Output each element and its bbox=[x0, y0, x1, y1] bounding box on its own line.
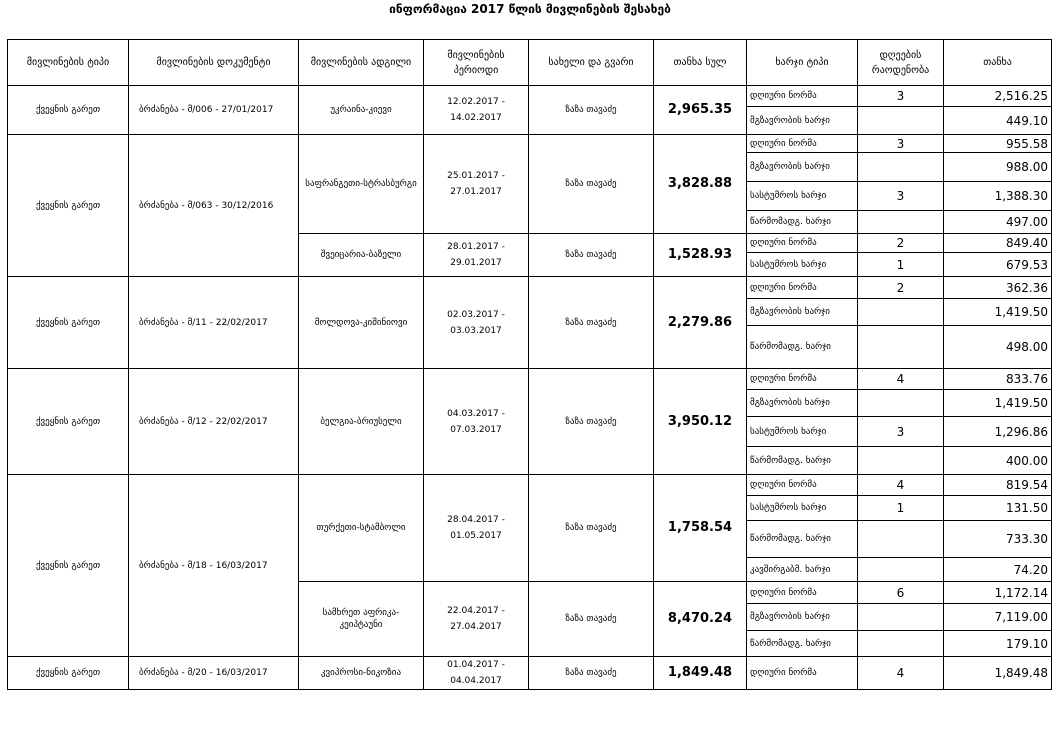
amount-cell: 733.30 bbox=[944, 521, 1052, 558]
document-cell: ბრძანება - მ/20 - 16/03/2017 bbox=[129, 657, 299, 690]
name-cell: ზაზა თავაძე bbox=[529, 582, 654, 657]
place-cell: მოლდოვა-კიშინიოვი bbox=[299, 277, 424, 369]
table-row bbox=[8, 135, 1052, 153]
name-cell: ზაზა თავაძე bbox=[529, 86, 654, 135]
header-document: მივლინების დოკუმენტი bbox=[129, 40, 299, 86]
days-cell bbox=[858, 631, 944, 657]
place-cell: საფრანგეთი-სტრასბურგი bbox=[299, 135, 424, 234]
days-cell bbox=[858, 211, 944, 234]
expense-type-cell: სასტუმროს ხარჯი bbox=[747, 496, 858, 521]
period-cell: 02.03.2017 - 03.03.2017 bbox=[424, 277, 529, 369]
period-cell: 04.03.2017 - 07.03.2017 bbox=[424, 369, 529, 475]
name-cell: ზაზა თავაძე bbox=[529, 369, 654, 475]
days-cell bbox=[858, 299, 944, 326]
expense-type-cell: სასტუმროს ხარჯი bbox=[747, 253, 858, 277]
name-cell: ზაზა თავაძე bbox=[529, 475, 654, 582]
days-cell bbox=[858, 390, 944, 417]
trip-type-cell: ქვეყნის გარეთ bbox=[8, 475, 129, 657]
period-cell: 28.04.2017 - 01.05.2017 bbox=[424, 475, 529, 582]
amount-cell: 497.00 bbox=[944, 211, 1052, 234]
expense-type-cell: წარმომადგ. ხარჯი bbox=[747, 631, 858, 657]
days-cell bbox=[858, 521, 944, 558]
amount-cell: 1,419.50 bbox=[944, 390, 1052, 417]
place-cell: კვიპროსი-ნიკოზია bbox=[299, 657, 424, 690]
period-cell: 25.01.2017 - 27.01.2017 bbox=[424, 135, 529, 234]
period-cell: 01.04.2017 - 04.04.2017 bbox=[424, 657, 529, 690]
amount-cell: 449.10 bbox=[944, 107, 1052, 135]
period-cell: 28.01.2017 - 29.01.2017 bbox=[424, 234, 529, 277]
table-row bbox=[8, 369, 1052, 390]
table-body bbox=[8, 86, 1052, 690]
total-cell: 8,470.24 bbox=[654, 582, 747, 657]
expense-type-cell: წარმომადგ. ხარჯი bbox=[747, 521, 858, 558]
trip-type-cell: ქვეყნის გარეთ bbox=[8, 657, 129, 690]
table-row bbox=[8, 86, 1052, 107]
expense-type-cell: დღიური ნორმა bbox=[747, 582, 858, 604]
document-cell: ბრძანება - მ/18 - 16/03/2017 bbox=[129, 475, 299, 657]
place-cell: სამხრეთ აფრიკა-კეიპტაუნი bbox=[299, 582, 424, 657]
expense-type-cell: დღიური ნორმა bbox=[747, 135, 858, 153]
amount-cell: 1,388.30 bbox=[944, 182, 1052, 211]
days-cell bbox=[858, 447, 944, 475]
amount-cell: 131.50 bbox=[944, 496, 1052, 521]
amount-cell: 1,296.86 bbox=[944, 417, 1052, 447]
days-cell: 3 bbox=[858, 182, 944, 211]
expense-type-cell: წარმომადგ. ხარჯი bbox=[747, 447, 858, 475]
days-cell: 2 bbox=[858, 277, 944, 299]
total-cell: 2,965.35 bbox=[654, 86, 747, 135]
expense-type-cell: მგზავრობის ხარჯი bbox=[747, 107, 858, 135]
amount-cell: 833.76 bbox=[944, 369, 1052, 390]
amount-cell: 400.00 bbox=[944, 447, 1052, 475]
days-cell: 3 bbox=[858, 417, 944, 447]
total-cell: 1,849.48 bbox=[654, 657, 747, 690]
document-cell: ბრძანება - მ/11 - 22/02/2017 bbox=[129, 277, 299, 369]
trip-type-cell: ქვეყნის გარეთ bbox=[8, 277, 129, 369]
place-cell: უკრაინა-კიევი bbox=[299, 86, 424, 135]
total-cell: 3,828.88 bbox=[654, 135, 747, 234]
document-cell: ბრძანება - მ/006 - 27/01/2017 bbox=[129, 86, 299, 135]
name-cell: ზაზა თავაძე bbox=[529, 135, 654, 234]
days-cell: 4 bbox=[858, 369, 944, 390]
expense-type-cell: მგზავრობის ხარჯი bbox=[747, 153, 858, 182]
expense-type-cell: დღიური ნორმა bbox=[747, 369, 858, 390]
header-trip-type: მივლინების ტიპი bbox=[8, 40, 129, 86]
trip-type-cell: ქვეყნის გარეთ bbox=[8, 369, 129, 475]
business-trips-table bbox=[7, 39, 1052, 690]
expense-type-cell: მგზავრობის ხარჯი bbox=[747, 390, 858, 417]
days-cell bbox=[858, 326, 944, 369]
days-cell: 1 bbox=[858, 253, 944, 277]
header-name: სახელი და გვარი bbox=[529, 40, 654, 86]
amount-cell: 819.54 bbox=[944, 475, 1052, 496]
table-row bbox=[8, 657, 1052, 690]
amount-cell: 179.10 bbox=[944, 631, 1052, 657]
amount-cell: 988.00 bbox=[944, 153, 1052, 182]
trip-type-cell: ქვეყნის გარეთ bbox=[8, 135, 129, 277]
total-cell: 2,279.86 bbox=[654, 277, 747, 369]
header-place: მივლინების ადგილი bbox=[299, 40, 424, 86]
name-cell: ზაზა თავაძე bbox=[529, 657, 654, 690]
days-cell: 3 bbox=[858, 135, 944, 153]
expense-type-cell: დღიური ნორმა bbox=[747, 475, 858, 496]
total-cell: 1,758.54 bbox=[654, 475, 747, 582]
expense-type-cell: სასტუმროს ხარჯი bbox=[747, 417, 858, 447]
amount-cell: 362.36 bbox=[944, 277, 1052, 299]
amount-cell: 955.58 bbox=[944, 135, 1052, 153]
name-cell: ზაზა თავაძე bbox=[529, 234, 654, 277]
days-cell: 2 bbox=[858, 234, 944, 253]
amount-cell: 498.00 bbox=[944, 326, 1052, 369]
amount-cell: 7,119.00 bbox=[944, 604, 1052, 631]
expense-type-cell: დღიური ნორმა bbox=[747, 277, 858, 299]
days-cell bbox=[858, 604, 944, 631]
days-cell bbox=[858, 107, 944, 135]
document-cell: ბრძანება - მ/12 - 22/02/2017 bbox=[129, 369, 299, 475]
expense-type-cell: მგზავრობის ხარჯი bbox=[747, 299, 858, 326]
amount-cell: 2,516.25 bbox=[944, 86, 1052, 107]
place-cell: თურქეთი-სტამბოლი bbox=[299, 475, 424, 582]
place-cell: შვეიცარია-ბაზელი bbox=[299, 234, 424, 277]
page-title: ინფორმაცია 2017 წლის მივლინების შესახებ bbox=[389, 2, 671, 16]
header-period: მივლინების პერიოდი bbox=[424, 40, 529, 86]
header-total: თანხა სულ bbox=[654, 40, 747, 86]
expense-type-cell: წარმომადგ. ხარჯი bbox=[747, 211, 858, 234]
days-cell: 4 bbox=[858, 475, 944, 496]
header-expense-type: ხარჯი ტიპი bbox=[747, 40, 858, 86]
period-cell: 22.04.2017 - 27.04.2017 bbox=[424, 582, 529, 657]
total-cell: 1,528.93 bbox=[654, 234, 747, 277]
days-cell: 4 bbox=[858, 657, 944, 690]
expense-type-cell: დღიური ნორმა bbox=[747, 86, 858, 107]
header-row bbox=[8, 40, 1052, 86]
expense-type-cell: წარმომადგ. ხარჯი bbox=[747, 326, 858, 369]
amount-cell: 679.53 bbox=[944, 253, 1052, 277]
days-cell bbox=[858, 153, 944, 182]
expense-type-cell: დღიური ნორმა bbox=[747, 234, 858, 253]
table-row bbox=[8, 277, 1052, 299]
amount-cell: 74.20 bbox=[944, 558, 1052, 582]
document-cell: ბრძანება - მ/063 - 30/12/2016 bbox=[129, 135, 299, 277]
amount-cell: 1,849.48 bbox=[944, 657, 1052, 690]
period-cell: 12.02.2017 - 14.02.2017 bbox=[424, 86, 529, 135]
place-cell: ბელგია-ბრიუსელი bbox=[299, 369, 424, 475]
days-cell: 3 bbox=[858, 86, 944, 107]
amount-cell: 1,419.50 bbox=[944, 299, 1052, 326]
days-cell: 1 bbox=[858, 496, 944, 521]
expense-type-cell: მგზავრობის ხარჯი bbox=[747, 604, 858, 631]
expense-type-cell: დღიური ნორმა bbox=[747, 657, 858, 690]
days-cell: 6 bbox=[858, 582, 944, 604]
amount-cell: 1,172.14 bbox=[944, 582, 1052, 604]
trip-type-cell: ქვეყნის გარეთ bbox=[8, 86, 129, 135]
header-days: დღეების რაოდენობა bbox=[858, 40, 944, 86]
expense-type-cell: სასტუმროს ხარჯი bbox=[747, 182, 858, 211]
name-cell: ზაზა თავაძე bbox=[529, 277, 654, 369]
header-amount: თანხა bbox=[944, 40, 1052, 86]
total-cell: 3,950.12 bbox=[654, 369, 747, 475]
amount-cell: 849.40 bbox=[944, 234, 1052, 253]
table-row bbox=[8, 475, 1052, 496]
expense-type-cell: კავშირგაბმ. ხარჯი bbox=[747, 558, 858, 582]
days-cell bbox=[858, 558, 944, 582]
